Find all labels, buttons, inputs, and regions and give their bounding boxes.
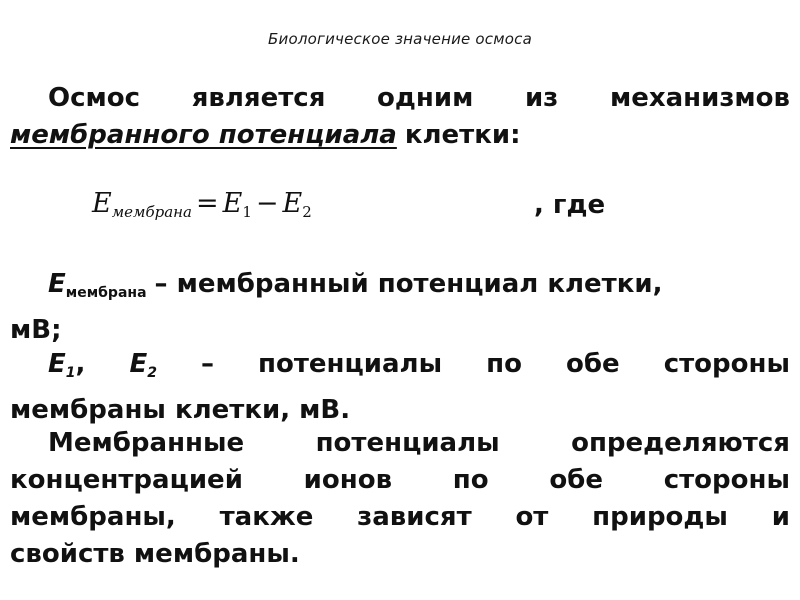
membrane-potential-formula [92,188,312,221]
def1-line-2 [10,312,790,349]
para3-word: зависят [357,502,472,532]
formula-equals: = [196,188,219,219]
formula-where: , где [534,190,606,220]
intro-word: одним [377,83,474,113]
membrane-potentials-paragraph [10,425,790,573]
para3-line-3 [10,499,790,536]
para3-word: Мембранные [48,428,245,458]
intro-word: является [191,83,326,113]
def2-line-1 [10,346,790,392]
para3-word: по [452,465,489,495]
formula-lhs-subscript: мембрана [111,203,192,221]
formula-e1-subscript: 1 [242,203,252,221]
para3-word: и [771,502,790,532]
slide-title: Биологическое значение осмоса [268,30,532,48]
para3-word: природы [592,502,728,532]
para3-word: стороны [663,465,790,495]
intro-word: Осмос [48,83,141,113]
def2-e1-subscript: 1 [65,365,76,381]
membrane-potential-term: мембранного потенциала [10,120,397,150]
para3-word: потенциалы [315,428,500,458]
formula-lhs: E [92,188,112,219]
para3-word: от [515,502,549,532]
formula-e2: E [282,188,303,219]
intro-paragraph [10,80,790,154]
def2-text-line-2: мембраны клетки, мВ. [10,395,351,425]
intro-line-1 [10,80,790,117]
para3-word: мембраны, [10,502,176,532]
def1-symbol-group [48,266,147,312]
definition-side-potentials [10,346,790,429]
para3-word: определяются [571,428,790,458]
para3-line-4 [10,536,790,573]
def1-text-line-1: – мембранный потенциал клетки, [154,269,663,299]
def2-word: потенциалы [258,349,443,379]
para3-text-line-4: свойств мембраны. [10,539,300,569]
para3-word: концентрацией [10,465,243,495]
def2-line-2 [10,392,790,429]
def1-symbol-subscript: мембрана [65,285,147,301]
formula-minus: − [255,188,279,219]
intro-line-2 [10,117,790,154]
intro-word: из [524,83,559,113]
def2-word: – [200,349,214,379]
para3-line-1 [10,425,790,462]
def2-e2-group [129,346,157,392]
def2-e1: Е [48,349,66,379]
def2-e2-subscript: 2 [147,365,157,381]
para3-word: обе [549,465,603,495]
def2-word: обе [566,349,620,379]
def2-word: по [486,349,522,379]
para3-word: также [219,502,314,532]
para3-line-2 [10,462,790,499]
def2-word: стороны [663,349,790,379]
intro-word: механизмов [609,83,790,113]
def1-text-line-2: мВ; [10,315,62,345]
def2-e2: Е [129,349,148,379]
formula-e1: E [222,188,243,219]
formula-row [0,188,800,232]
definition-membrane-potential [10,266,790,349]
def1-line-1 [10,266,790,312]
formula-e2-subscript: 2 [302,203,312,221]
def2-e1-group [48,346,85,392]
para3-word: ионов [303,465,393,495]
def2-comma: , [75,349,86,379]
intro-line-2-rest: клетки: [404,120,521,150]
def1-symbol: Е [48,269,66,299]
